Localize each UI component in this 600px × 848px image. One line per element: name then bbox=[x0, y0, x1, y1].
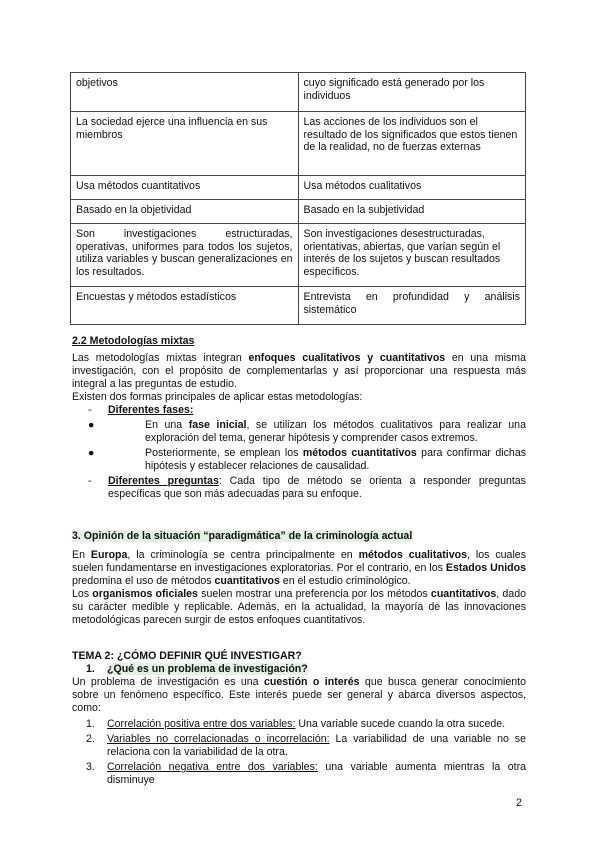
dash-list bbox=[72, 404, 526, 501]
text: en una misma investigación, con el propósito de complementarlas y así proporcionar una respuesta más integral a las preguntas de estudio. bbox=[72, 352, 526, 390]
subsection-number: 1. bbox=[86, 663, 95, 675]
bold-text: cuantitativos bbox=[214, 575, 280, 587]
list-number: 3. bbox=[86, 761, 95, 773]
list-item bbox=[72, 761, 526, 787]
table-row bbox=[71, 112, 526, 176]
table-cell: Entrevista en profundidad y análisis sistemático bbox=[298, 287, 526, 325]
text: En una bbox=[145, 419, 189, 431]
numbered-list bbox=[72, 718, 526, 787]
text: suelen mostrar una preferencia por los métodos bbox=[197, 588, 431, 600]
table-cell: La sociedad ejerce una influencia en sus miembros bbox=[71, 112, 299, 176]
table-row bbox=[71, 224, 526, 287]
bold-text: métodos cualitativos bbox=[358, 549, 467, 561]
text: : Cada tipo de método se orienta a responder preguntas específicas que son más adecuadas para su enfoque. bbox=[108, 475, 526, 500]
text: para confirmar dichas hipótesis y establecer relaciones de causalidad. bbox=[145, 447, 527, 472]
text: predomina el uso de métodos bbox=[72, 575, 215, 587]
text: , la criminología se centra principalmente en bbox=[127, 549, 359, 561]
list-item bbox=[72, 718, 526, 731]
bullet-item bbox=[72, 447, 526, 473]
list-item bbox=[72, 733, 526, 759]
list-number: 1. bbox=[86, 718, 95, 730]
list-item-title: Correlación negativa entre dos variables: bbox=[107, 761, 318, 773]
bold-text: enfoques cualitativos y cuantitativos bbox=[248, 352, 446, 364]
table-cell: Las acciones de los individuos son el resultado de los significados que estos tienen de la realidad, no de fuerzas externas bbox=[298, 112, 526, 176]
paragraph: Existen dos formas principales de aplicar estas metodologías: bbox=[72, 391, 363, 403]
text: Los bbox=[72, 588, 93, 600]
list-number: 2. bbox=[86, 733, 95, 745]
chapter-title: TEMA 2: ¿CÓMO DEFINIR QUÉ INVESTIGAR? bbox=[72, 650, 302, 662]
paragraph bbox=[72, 588, 526, 627]
bullet-item bbox=[72, 419, 526, 445]
subsection-title: ¿Qué es un problema de investigación? bbox=[107, 663, 308, 675]
text: , se utilizan los métodos cualitativos para realizar una exploración del tema, generar hipótesis y comprender casos extremos. bbox=[145, 419, 526, 444]
bold-text: Estados Unidos bbox=[445, 562, 526, 574]
comparison-table bbox=[70, 72, 526, 325]
list-item-title: Variables no correlacionadas o incorrelación: bbox=[107, 733, 330, 745]
table-row bbox=[71, 176, 526, 200]
list-item-title: Diferentes preguntas bbox=[108, 475, 219, 487]
bold-text: cuestión o interés bbox=[263, 676, 360, 688]
text: que busca generar conocimiento sobre un fenómeno específico. Este interés puede ser general y abarca diversos aspectos, como: bbox=[72, 676, 526, 714]
text: Las metodologías mixtas integran bbox=[72, 352, 249, 364]
text: Una variable sucede cuando la otra sucede. bbox=[295, 718, 506, 730]
text: en el estudio criminológico. bbox=[279, 575, 411, 587]
list-item bbox=[72, 404, 526, 473]
table-cell: cuyo significado está generado por los individuos bbox=[298, 73, 526, 112]
paragraph bbox=[72, 352, 526, 391]
text: una variable aumenta mientras la otra disminuye bbox=[107, 761, 526, 786]
subsection-heading bbox=[72, 663, 526, 676]
bold-text: fase inicial bbox=[188, 419, 247, 431]
section-heading: 2.2 Metodologías mixtas bbox=[72, 335, 195, 347]
table-cell: Basado en la objetividad bbox=[71, 200, 299, 224]
text: , dado su carácter medible y replicable. Además, en la actualidad, la mayoría de las innovaciones metodológicas parecen surgir de estos enfoques cuantitativos. bbox=[72, 588, 526, 626]
bold-text: organismos oficiales bbox=[92, 588, 198, 600]
table-cell: Usa métodos cualitativos bbox=[298, 176, 526, 200]
bullet-marker: ● bbox=[88, 419, 95, 431]
section-mixed-methods bbox=[72, 335, 526, 501]
table-cell: Son investigaciones desestructuradas, orientativas, abiertas, que varían según el interés de los sujetos y buscan resultados específicos. bbox=[298, 224, 526, 287]
table-cell: Basado en la subjetividad bbox=[298, 200, 526, 224]
table-cell: Usa métodos cuantitativos bbox=[71, 176, 299, 200]
section-criminology-opinion bbox=[72, 530, 526, 627]
section-heading bbox=[72, 530, 526, 543]
table-cell: Encuestas y métodos estadísticos bbox=[71, 287, 299, 325]
bullet-marker: ● bbox=[88, 447, 95, 459]
text: Posteriormente, se emplean los bbox=[145, 447, 303, 459]
bold-text: métodos cuantitativos bbox=[302, 447, 417, 459]
list-item-title: Correlación positiva entre dos variables: bbox=[107, 718, 296, 730]
table-row bbox=[71, 200, 526, 224]
heading-text: 3. Opinión de la situación “paradigmática” de la criminología actual bbox=[72, 530, 413, 542]
page-number: 2 bbox=[516, 797, 522, 809]
bold-text: cuantitativos bbox=[430, 588, 497, 600]
table-cell: Son investigaciones estructuradas, operativas, uniformes para todos los sujetos, utiliza variables y buscan generalizaciones en los resultados. bbox=[71, 224, 299, 287]
text: Un problema de investigación es una bbox=[72, 676, 264, 688]
paragraph bbox=[72, 549, 526, 588]
text: En bbox=[72, 549, 91, 561]
table-row bbox=[71, 73, 526, 112]
bold-text: Europa bbox=[90, 549, 128, 561]
table-row bbox=[71, 287, 526, 325]
text: La variabilidad de una variable no se relaciona con la variabilidad de la otra. bbox=[107, 733, 526, 758]
text: , los cuales suelen fundamentarse en investigaciones exploratorias. Por el contrario, en los bbox=[72, 549, 526, 574]
section-tema-2 bbox=[72, 650, 526, 787]
list-item-title: Diferentes fases: bbox=[108, 404, 194, 416]
list-item bbox=[72, 475, 526, 501]
paragraph bbox=[72, 676, 526, 715]
dash-marker: - bbox=[88, 404, 92, 416]
dash-marker: - bbox=[88, 475, 92, 487]
table-cell: objetivos bbox=[71, 73, 299, 112]
